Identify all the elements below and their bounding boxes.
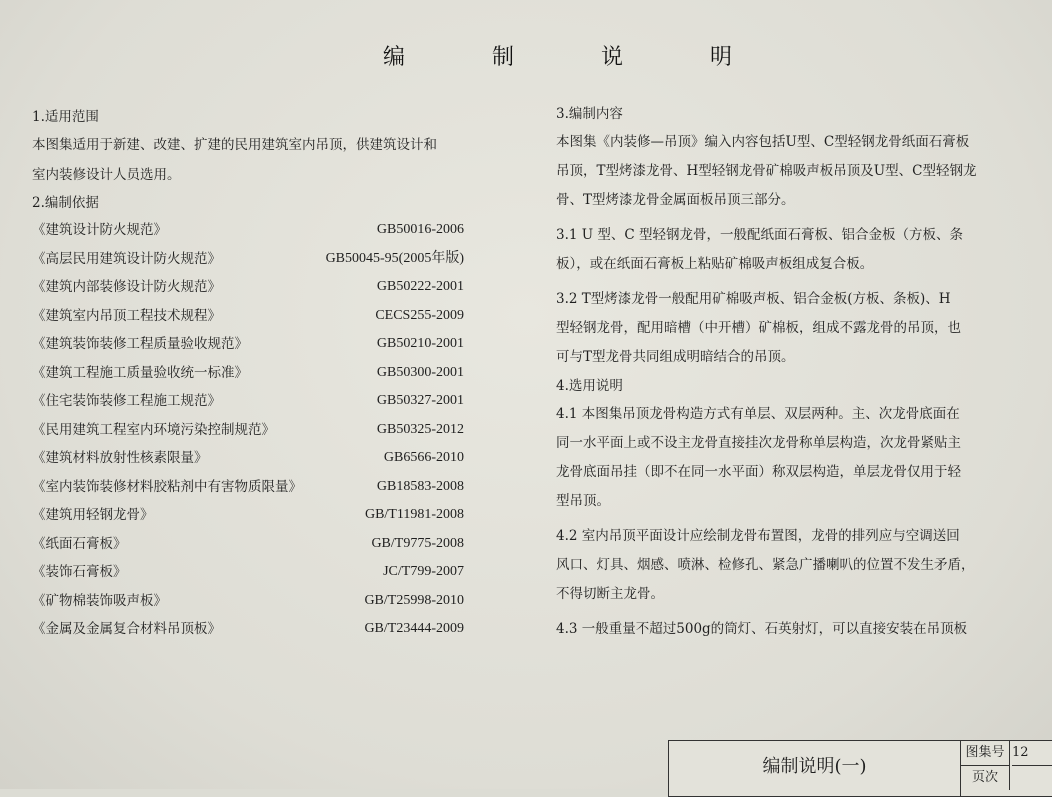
standard-name: 《矿物棉装饰吸声板》	[32, 592, 167, 609]
standard-name: 《民用建筑工程室内环境污染控制规范》	[32, 421, 275, 438]
standard-row	[32, 558, 464, 587]
standards-list	[32, 216, 464, 644]
standard-code: GB/T23444-2009	[364, 621, 464, 636]
section-heading-basis: 2.编制依据	[32, 195, 99, 211]
text-line: 4.2 室内吊顶平面设计应绘制龙骨布置图，龙骨的排列应与空调送回	[556, 528, 960, 544]
section-heading-selection: 4.选用说明	[556, 378, 623, 394]
standard-row	[32, 302, 464, 331]
text-line: 板），或在纸面石膏板上粘贴矿棉吸声板组成复合板。	[556, 256, 874, 272]
standard-code: GB50016-2006	[376, 222, 464, 237]
text-line: 骨、T型烤漆龙骨金属面板吊顶三部分。	[556, 192, 795, 208]
text-line: 型吊顶。	[556, 493, 610, 509]
standard-code: GB50222-2001	[376, 279, 464, 294]
standard-code: GB6566-2010	[383, 450, 464, 465]
section-heading-scope: 1.适用范围	[32, 109, 99, 125]
drawing-title: 编制说明(一)	[669, 741, 961, 796]
paragraph-4-2	[556, 522, 996, 609]
standard-row	[32, 387, 464, 416]
paragraph-3-2	[556, 285, 996, 372]
standard-row	[32, 587, 464, 616]
standard-row	[32, 530, 464, 559]
title-block	[668, 740, 1052, 797]
standard-name: 《建筑设计防火规范》	[32, 222, 167, 238]
page-title: 编 制 说 明	[383, 45, 772, 70]
standard-name: 《纸面石膏板》	[32, 535, 127, 552]
text-line: 室内装修设计人员选用。	[32, 167, 181, 183]
text-line: 风口、灯具、烟感、喷淋、检修孔、紧急广播喇叭的位置不发生矛盾，	[556, 557, 975, 573]
text-line: 4.1 本图集吊顶龙骨构造方式有单层、双层两种。主、次龙骨底面在	[556, 406, 960, 422]
paragraph-4-3	[556, 615, 996, 644]
standard-code: GB/T9775-2008	[371, 535, 464, 551]
standard-row	[32, 473, 464, 502]
right-column	[556, 100, 996, 644]
standard-row	[32, 444, 464, 473]
standard-name: 《室内装饰装修材料胶粘剂中有害物质限量》	[32, 478, 302, 495]
standard-name: 《装饰石膏板》	[32, 564, 127, 580]
text-line: 3.2 T型烤漆龙骨一般配用矿棉吸声板、铝合金板(方板、条板)、H	[556, 291, 951, 307]
standard-code: CECS255-2009	[375, 307, 464, 323]
standard-code: GB50300-2001	[376, 364, 464, 380]
standard-row	[32, 273, 464, 302]
standard-code: GB50045-95(2005年版)	[325, 250, 464, 266]
standard-code: GB/T11981-2008	[364, 507, 464, 522]
standard-code: GB50327-2001	[376, 393, 464, 408]
text-line: 龙骨底面吊挂（即不在同一水平面）称双层构造，单层龙骨仅用于轻	[556, 464, 961, 480]
text-line: 4.3 一般重量不超过500g的筒灯、石英射灯，可以直接安装在吊顶板	[556, 621, 968, 637]
standard-name: 《住宅装饰装修工程施工规范》	[32, 393, 221, 409]
scope-paragraph	[32, 130, 464, 190]
standard-name: 《高层民用建筑设计防火规范》	[32, 250, 221, 267]
text-line: 可与T型龙骨共同组成明暗结合的吊顶。	[556, 349, 795, 365]
paragraph-4-1	[556, 400, 996, 516]
standard-code: JC/T799-2007	[383, 564, 464, 579]
section-heading-content: 3.编制内容	[556, 106, 623, 122]
atlas-number-label: 图集号	[961, 741, 1010, 766]
standard-row	[32, 359, 464, 388]
text-line: 不得切断主龙骨。	[556, 586, 664, 602]
text-line: 本图集适用于新建、改建、扩建的民用建筑室内吊顶，供建筑设计和	[32, 137, 437, 153]
atlas-number-value: 12	[1012, 741, 1052, 766]
standard-name: 《建筑装饰装修工程质量验收规范》	[32, 336, 248, 352]
standard-row	[32, 416, 464, 445]
standard-code: GB18583-2008	[376, 478, 464, 494]
left-column	[32, 104, 464, 644]
standard-name: 《建筑材料放射性核素限量》	[32, 450, 208, 466]
standard-row	[32, 216, 464, 245]
standard-row	[32, 245, 464, 274]
standard-code: GB50210-2001	[376, 336, 464, 351]
text-line: 同一水平面上或不设主龙骨直接挂次龙骨称单层构造，次龙骨紧贴主	[556, 435, 961, 451]
standard-row	[32, 501, 464, 530]
standard-name: 《建筑内部装修设计防火规范》	[32, 279, 221, 295]
standard-code: GB/T25998-2010	[364, 592, 464, 608]
paragraph-3-1	[556, 221, 996, 279]
content-paragraph	[556, 128, 996, 215]
text-line: 吊顶，T型烤漆龙骨、H型轻钢龙骨矿棉吸声板吊顶及U型、C型轻钢龙	[556, 163, 977, 179]
standard-name: 《建筑用轻钢龙骨》	[32, 507, 154, 523]
text-line: 本图集《内装修—吊顶》编入内容包括U型、C型轻钢龙骨纸面石膏板	[556, 134, 970, 150]
standard-name: 《建筑室内吊顶工程技术规程》	[32, 307, 221, 324]
standard-row	[32, 330, 464, 359]
page-number-label: 页次	[961, 766, 1010, 790]
text-line: 型轻钢龙骨，配用暗槽（中开槽）矿棉板，组成不露龙骨的吊顶，也	[556, 320, 961, 336]
standard-name: 《建筑工程施工质量验收统一标准》	[32, 364, 248, 381]
standard-row	[32, 615, 464, 644]
standard-code: GB50325-2012	[376, 421, 464, 437]
standard-name: 《金属及金属复合材料吊顶板》	[32, 621, 221, 637]
text-line: 3.1 U 型、C 型轻钢龙骨，一般配纸面石膏板、铝合金板（方板、条	[556, 227, 964, 243]
